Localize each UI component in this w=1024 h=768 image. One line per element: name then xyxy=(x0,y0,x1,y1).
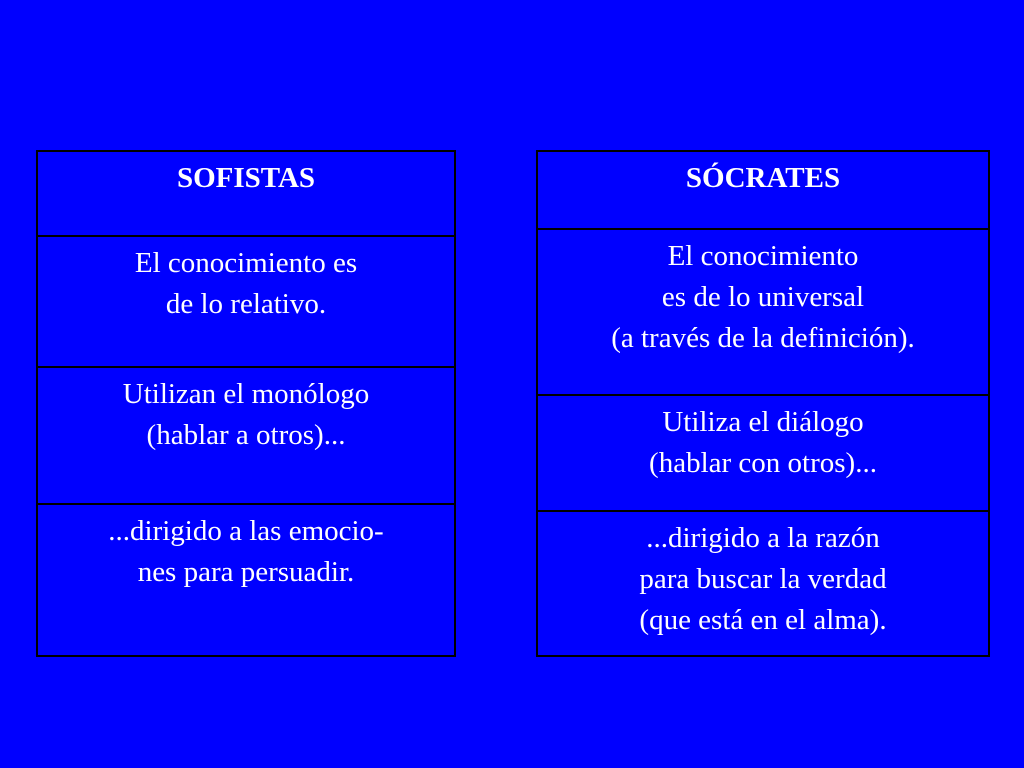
socrates-table xyxy=(536,150,990,657)
socrates-purpose-cell xyxy=(538,512,988,655)
socrates-knowledge-line-2: es de lo universal xyxy=(661,281,865,313)
socrates-knowledge-line-1: El conocimiento xyxy=(667,240,859,272)
sofistas-method-line-1: Utilizan el monólogo xyxy=(122,378,370,410)
sofistas-knowledge-line-2: de lo relativo. xyxy=(165,288,327,320)
sofistas-knowledge-line-1: El conocimiento es xyxy=(134,247,358,279)
sofistas-knowledge-cell xyxy=(38,237,454,368)
sofistas-table xyxy=(36,150,456,657)
sofistas-purpose-line-1: ...dirigido a las emocio- xyxy=(108,515,384,547)
sofistas-method-cell xyxy=(38,368,454,505)
socrates-knowledge-cell xyxy=(538,230,988,396)
sofistas-heading xyxy=(38,152,454,237)
sofistas-method-line-2: (hablar a otros)... xyxy=(146,419,346,451)
socrates-method-cell xyxy=(538,396,988,512)
socrates-purpose-line-3: (que está en el alma). xyxy=(639,604,887,636)
sofistas-purpose-cell xyxy=(38,505,454,655)
socrates-method-line-1: Utiliza el diálogo xyxy=(662,406,864,438)
socrates-knowledge-line-3: (a través de la definición). xyxy=(611,322,915,354)
socrates-method-line-2: (hablar con otros)... xyxy=(649,447,877,479)
socrates-purpose-line-1: ...dirigido a la razón xyxy=(646,522,880,554)
socrates-heading xyxy=(538,152,988,230)
sofistas-purpose-line-2: nes para persuadir. xyxy=(137,556,355,588)
socrates-purpose-line-2: para buscar la verdad xyxy=(639,563,887,595)
sofistas-title: SOFISTAS xyxy=(176,162,316,194)
socrates-title: SÓCRATES xyxy=(685,162,841,194)
